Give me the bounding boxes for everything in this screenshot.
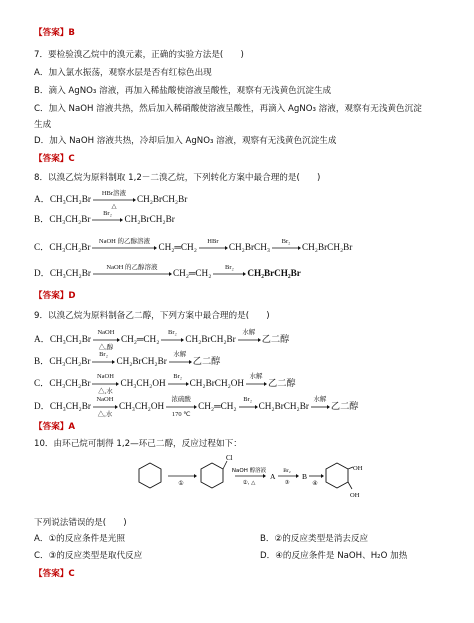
reaction-arrow: Br₂ [271,239,301,257]
reaction-arrow: 水解 [168,352,192,372]
reaction-arrow: NaOH △,水 [92,397,118,417]
question-9-option-b: B．CH₃CH₂Br Br₂ CH₂BrCH₂Br 水解 乙二醇 [34,352,220,372]
reaction-arrow: Br₂ [212,265,246,283]
answer-value: C [68,569,75,579]
question-9-option-a: A．CH₃CH₂Br NaOH △,醇 CH₂═CH₂ Br₂ CH₂BrCH₂Br 水解 乙二醇 [34,329,290,351]
reaction-arrow: Br₂ [91,211,123,229]
question-8-option-c: C．CH₃CH₂Br NaOH 的乙醇溶液 CH₂═CH₂ HBr CH₂BrCH₃ Br₂ CH₂BrCH₂Br [34,239,352,257]
reaction-arrow: 水解 [245,374,267,394]
question-8-option-d: D．CH₃CH₂Br NaOH 的乙醇溶液 CH₂═CH₂ Br₂ CH₂BrCH₂Br [34,265,301,283]
chlorocyclohexane-ring [201,463,223,488]
reaction-arrow: 水解 [237,330,261,350]
question-9-option-d: D．CH₃CH₂Br NaOH △,水 CH₃CH₂OH 浓硫酸 170 ℃ CH₂═CH₂ Br₂ CH₂BrCH₂Br 水解 乙二醇 [34,396,359,418]
answer-line-8 [34,290,76,303]
answer-tag: 【答案】 [34,422,69,432]
question-7-option-c-cont: 生成 [34,120,52,130]
answer-line-10 [34,568,75,581]
reaction-arrow: NaOH △,醇 [92,330,120,350]
question-9-option-c: C．CH₃CH₂Br NaOH △,水 CH₃CH₂OH Br₂ CH₂BrCH₂OH 水解 乙二醇 [34,373,296,395]
reaction-arrow: NaOH △,水 [91,374,119,394]
answer-tag: 【答案】 [34,154,69,164]
condition-bottom: ②, △ [242,480,256,486]
chlorine-label: Cl [226,454,233,462]
reaction-arrow: NaOH 的乙醇溶液 [92,265,172,283]
question-9-stem: 9．以溴乙烷为原料制备乙二醇，下列方案中最合理的是( ) [34,311,270,321]
hydroxyl-label: OH [350,492,360,499]
question-7-option-b: B．滴入 AgNO₃ 溶液，再加入稀盐酸使溶液呈酸性，观察有无浅黄色沉淀生成 [34,86,332,96]
question-8-option-b: B．CH₃CH₂Br Br₂ CH₂BrCH₂Br [34,211,175,229]
question-10-option-d: D．④的反应条件是 NaOH、H₂O 加热 [260,551,408,561]
answer-tag: 【答案】 [34,28,69,38]
answer-tag: 【答案】 [34,291,69,301]
reaction-arrow: HBr溶液 △ [92,191,136,209]
intermediate-a: A [270,472,276,481]
cyclohexane-ring [139,463,161,488]
answer-value: D [68,291,76,301]
question-7-stem: 7．要检验溴乙烷中的溴元素，正确的实验方法是( ) [34,50,244,60]
cyclohexanediol-ring [326,463,348,488]
answer-value: B [68,28,75,38]
hydroxyl-label: OH [353,465,363,472]
reaction-arrow: Br₂ [91,352,115,372]
condition-top: NaOH 醇溶液 [231,468,267,474]
answer-line-9 [34,421,75,434]
reaction-arrow: Br₂ [238,397,258,417]
question-10-option-a: A．①的反应条件是光照 [34,534,125,544]
intermediate-b: B [302,472,308,481]
question-7-option-d: D．加入 NaOH 溶液共热，冷却后加入 AgNO₃ 溶液，观察有无浅黄色沉淀生成 [34,136,337,146]
answer-line-7 [34,153,75,166]
step-label: ④ [312,480,318,487]
reaction-scheme [120,451,370,511]
condition-bottom: ③ [284,480,290,486]
reaction-arrow: Br₂ [160,330,184,350]
condition-top: Br₂ [283,468,291,474]
question-8-stem: 8．以溴乙烷为原料制取 1,2－二溴乙烷，下列转化方案中最合理的是( ) [34,173,321,183]
answer-line-6 [34,27,75,40]
reaction-arrow: 水解 [310,397,330,417]
question-7-option-a: A．加入氯水振荡，观察水层是否有红棕色出现 [34,68,212,78]
reaction-arrow: NaOH 的乙醇溶液 [91,239,157,257]
answer-value: A [68,422,76,432]
question-10-substem: 下列说法错误的是( ) [34,518,127,528]
answer-value: C [68,154,75,164]
question-10-option-c: C．③的反应类型是取代反应 [34,551,143,561]
question-7-option-c: C．加入 NaOH 溶液共热，然后加入稀硝酸使溶液呈酸性，再滴入 AgNO₃ 溶液，观察有无浅黄色沉淀 [34,104,422,114]
step-label: ① [178,480,184,487]
question-10-option-b: B．②的反应类型是消去反应 [260,534,369,544]
reaction-arrow: Br₂ [167,374,189,394]
question-8-option-a: A．CH₃CH₂Br HBr溶液 △ CH₂BrCH₂Br [34,190,188,210]
reaction-arrow: 浓硫酸 170 ℃ [165,397,197,417]
answer-tag: 【答案】 [34,569,69,579]
question-10-stem: 10．由环己烷可制得 1,2—环己二醇，反应过程如下： [34,439,242,449]
reaction-arrow: HBr [198,239,228,257]
